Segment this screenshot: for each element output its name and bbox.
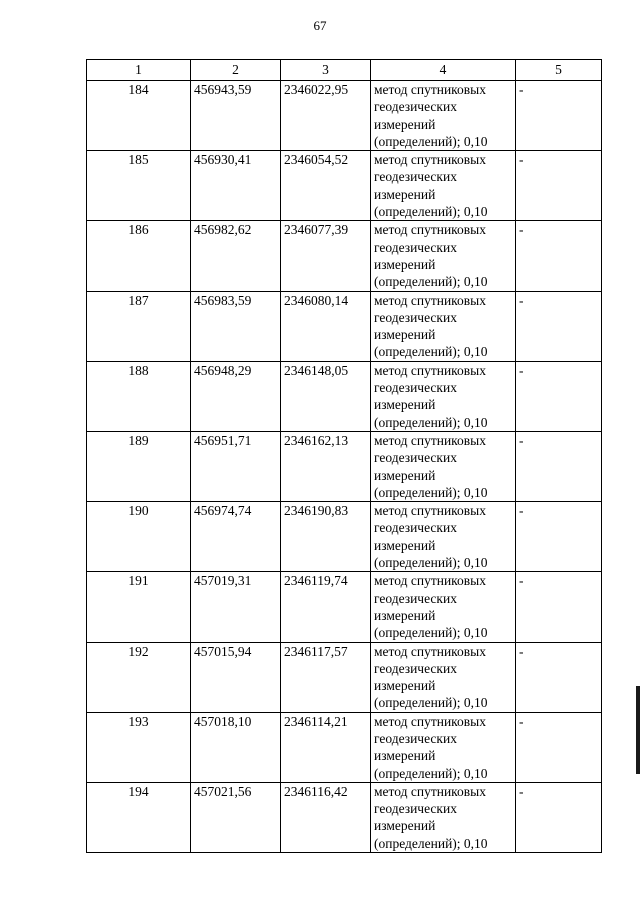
point-number-cell: 191 bbox=[87, 572, 191, 642]
point-number-cell: 192 bbox=[87, 642, 191, 712]
x-coordinate-cell: 456943,59 bbox=[191, 81, 281, 151]
y-coordinate-cell: 2346119,74 bbox=[281, 572, 371, 642]
method-cell: метод спутниковых геодезических измерений (определений); 0,10 bbox=[371, 431, 516, 501]
header-col-5: 5 bbox=[516, 60, 602, 81]
x-coordinate-cell: 456983,59 bbox=[191, 291, 281, 361]
point-number-cell: 185 bbox=[87, 151, 191, 221]
table-row bbox=[87, 291, 602, 361]
note-cell: - bbox=[516, 81, 602, 151]
method-cell: метод спутниковых геодезических измерений (определений); 0,10 bbox=[371, 291, 516, 361]
x-coordinate-cell: 456982,62 bbox=[191, 221, 281, 291]
y-coordinate-cell: 2346080,14 bbox=[281, 291, 371, 361]
method-cell: метод спутниковых геодезических измерений (определений); 0,10 bbox=[371, 502, 516, 572]
note-cell: - bbox=[516, 361, 602, 431]
y-coordinate-cell: 2346077,39 bbox=[281, 221, 371, 291]
scan-edge-mark bbox=[636, 686, 640, 774]
x-coordinate-cell: 457018,10 bbox=[191, 712, 281, 782]
point-number-cell: 186 bbox=[87, 221, 191, 291]
table-row bbox=[87, 431, 602, 501]
note-cell: - bbox=[516, 291, 602, 361]
note-cell: - bbox=[516, 151, 602, 221]
method-cell: метод спутниковых геодезических измерений (определений); 0,10 bbox=[371, 151, 516, 221]
header-col-1: 1 bbox=[87, 60, 191, 81]
method-cell: метод спутниковых геодезических измерений (определений); 0,10 bbox=[371, 572, 516, 642]
method-cell: метод спутниковых геодезических измерений (определений); 0,10 bbox=[371, 361, 516, 431]
x-coordinate-cell: 457019,31 bbox=[191, 572, 281, 642]
table-header-row bbox=[87, 60, 602, 81]
table-row bbox=[87, 81, 602, 151]
y-coordinate-cell: 2346148,05 bbox=[281, 361, 371, 431]
table-row bbox=[87, 361, 602, 431]
point-number-cell: 194 bbox=[87, 782, 191, 852]
note-cell: - bbox=[516, 431, 602, 501]
table-row bbox=[87, 782, 602, 852]
note-cell: - bbox=[516, 221, 602, 291]
y-coordinate-cell: 2346117,57 bbox=[281, 642, 371, 712]
header-col-4: 4 bbox=[371, 60, 516, 81]
header-col-3: 3 bbox=[281, 60, 371, 81]
table-row bbox=[87, 502, 602, 572]
x-coordinate-cell: 456951,71 bbox=[191, 431, 281, 501]
page-number: 67 bbox=[313, 18, 327, 33]
y-coordinate-cell: 2346162,13 bbox=[281, 431, 371, 501]
table-row bbox=[87, 221, 602, 291]
point-number-cell: 193 bbox=[87, 712, 191, 782]
table-row bbox=[87, 151, 602, 221]
x-coordinate-cell: 456974,74 bbox=[191, 502, 281, 572]
note-cell: - bbox=[516, 782, 602, 852]
x-coordinate-cell: 456930,41 bbox=[191, 151, 281, 221]
x-coordinate-cell: 456948,29 bbox=[191, 361, 281, 431]
note-cell: - bbox=[516, 642, 602, 712]
note-cell: - bbox=[516, 712, 602, 782]
x-coordinate-cell: 457021,56 bbox=[191, 782, 281, 852]
table-body bbox=[87, 60, 602, 853]
point-number-cell: 190 bbox=[87, 502, 191, 572]
table-row bbox=[87, 642, 602, 712]
y-coordinate-cell: 2346190,83 bbox=[281, 502, 371, 572]
y-coordinate-cell: 2346022,95 bbox=[281, 81, 371, 151]
method-cell: метод спутниковых геодезических измерений (определений); 0,10 bbox=[371, 221, 516, 291]
coordinates-table bbox=[86, 59, 602, 853]
y-coordinate-cell: 2346114,21 bbox=[281, 712, 371, 782]
y-coordinate-cell: 2346116,42 bbox=[281, 782, 371, 852]
table-row bbox=[87, 572, 602, 642]
note-cell: - bbox=[516, 502, 602, 572]
point-number-cell: 184 bbox=[87, 81, 191, 151]
method-cell: метод спутниковых геодезических измерений (определений); 0,10 bbox=[371, 712, 516, 782]
point-number-cell: 188 bbox=[87, 361, 191, 431]
y-coordinate-cell: 2346054,52 bbox=[281, 151, 371, 221]
x-coordinate-cell: 457015,94 bbox=[191, 642, 281, 712]
point-number-cell: 187 bbox=[87, 291, 191, 361]
point-number-cell: 189 bbox=[87, 431, 191, 501]
table-row bbox=[87, 712, 602, 782]
note-cell: - bbox=[516, 572, 602, 642]
method-cell: метод спутниковых геодезических измерений (определений); 0,10 bbox=[371, 782, 516, 852]
header-col-2: 2 bbox=[191, 60, 281, 81]
method-cell: метод спутниковых геодезических измерений (определений); 0,10 bbox=[371, 81, 516, 151]
method-cell: метод спутниковых геодезических измерений (определений); 0,10 bbox=[371, 642, 516, 712]
